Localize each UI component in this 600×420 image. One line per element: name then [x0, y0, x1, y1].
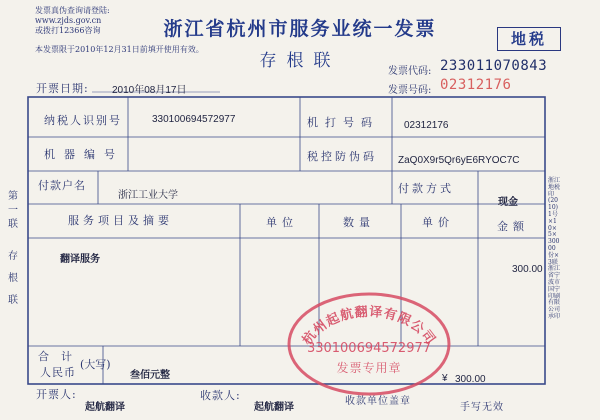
query-note-1: 发票真伪查询请登陆: — [35, 6, 110, 15]
payment-method-value: 现金 — [498, 197, 518, 208]
invoice-title: 浙江省杭州市服务业统一发票 — [163, 18, 437, 40]
col-header-unit: 单位 — [266, 216, 298, 229]
seal-usage: 发票专用章 — [336, 361, 402, 375]
invoice-subtitle: 存根联 — [259, 51, 341, 71]
payer-label: 付款户名 — [38, 179, 86, 192]
copy-name-label: 存根联 — [8, 251, 18, 306]
payee-label: 收款人: — [200, 389, 241, 402]
stamp-label: 收款单位盖章 — [345, 396, 411, 407]
rmb-label: 人民币 — [40, 366, 76, 379]
payment-method-label: 付款方式 — [398, 182, 454, 195]
query-note-2: www.zjds.gov.cn — [35, 16, 102, 25]
item-row-1-amount: 300.00 — [512, 264, 543, 275]
copy-part-label: 第一联 — [8, 191, 18, 230]
issuer-value: 起航翻译 — [85, 402, 125, 413]
invoice-code-value: 233011070843 — [440, 58, 548, 74]
col-header-quantity: 数量 — [343, 216, 375, 229]
handwritten-invalid-note: 手写无效 — [460, 402, 504, 413]
tax-control-code-label: 税控防伪码 — [307, 150, 377, 163]
col-header-item: 服务项目及摘要 — [68, 214, 173, 227]
machine-no-label: 机器编号 — [44, 148, 124, 161]
total-uppercase: 叁佰元整 — [130, 370, 170, 381]
invoice-number-value: 02312176 — [440, 77, 512, 93]
uppercase-label: (大写) — [80, 358, 111, 371]
total-label: 合计 — [38, 350, 84, 363]
total-amount: 300.00 — [455, 374, 486, 385]
query-note-3: 或拨打12366咨询 — [35, 26, 101, 35]
col-header-amount: 金额 — [497, 220, 529, 233]
issuer-label: 开票人: — [36, 388, 77, 401]
validity-note: 本发票限于2010年12月31日前填开使用有效。 — [35, 45, 204, 54]
invoice-number-label: 发票号码: — [388, 85, 432, 96]
company-seal — [284, 286, 454, 396]
seal-company: 杭州起航翻译有限公司 — [299, 304, 439, 349]
tax-type-badge: 地税 — [497, 27, 561, 51]
payer-value: 浙江工业大学 — [118, 190, 178, 201]
tax-control-code-value: ZaQ0X9r5Qr6yE6RYOC7C — [398, 155, 520, 166]
yuan-sign: ¥ — [442, 373, 448, 384]
machine-print-no-value: 02312176 — [404, 120, 449, 131]
seal-tax-id: 330100694572977 — [306, 341, 432, 356]
issue-date-label: 开票日期: — [36, 82, 89, 95]
issue-date-value: 2010年08月17日 — [112, 85, 187, 96]
machine-print-no-label: 机打号码 — [307, 116, 379, 129]
taxpayer-id-label: 纳税人识别号 — [44, 114, 122, 127]
item-row-1-description: 翻译服务 — [60, 254, 100, 265]
payee-value: 起航翻译 — [254, 402, 294, 413]
invoice-code-label: 发票代码: — [388, 66, 432, 77]
printer-note: 浙江地税印(2010)1号×10×5×30000份×3联浙江省宁波市国宁印刷有限公司承印 — [548, 177, 561, 320]
taxpayer-id-value: 330100694572977 — [152, 114, 236, 125]
col-header-unit-price: 单价 — [422, 216, 454, 229]
